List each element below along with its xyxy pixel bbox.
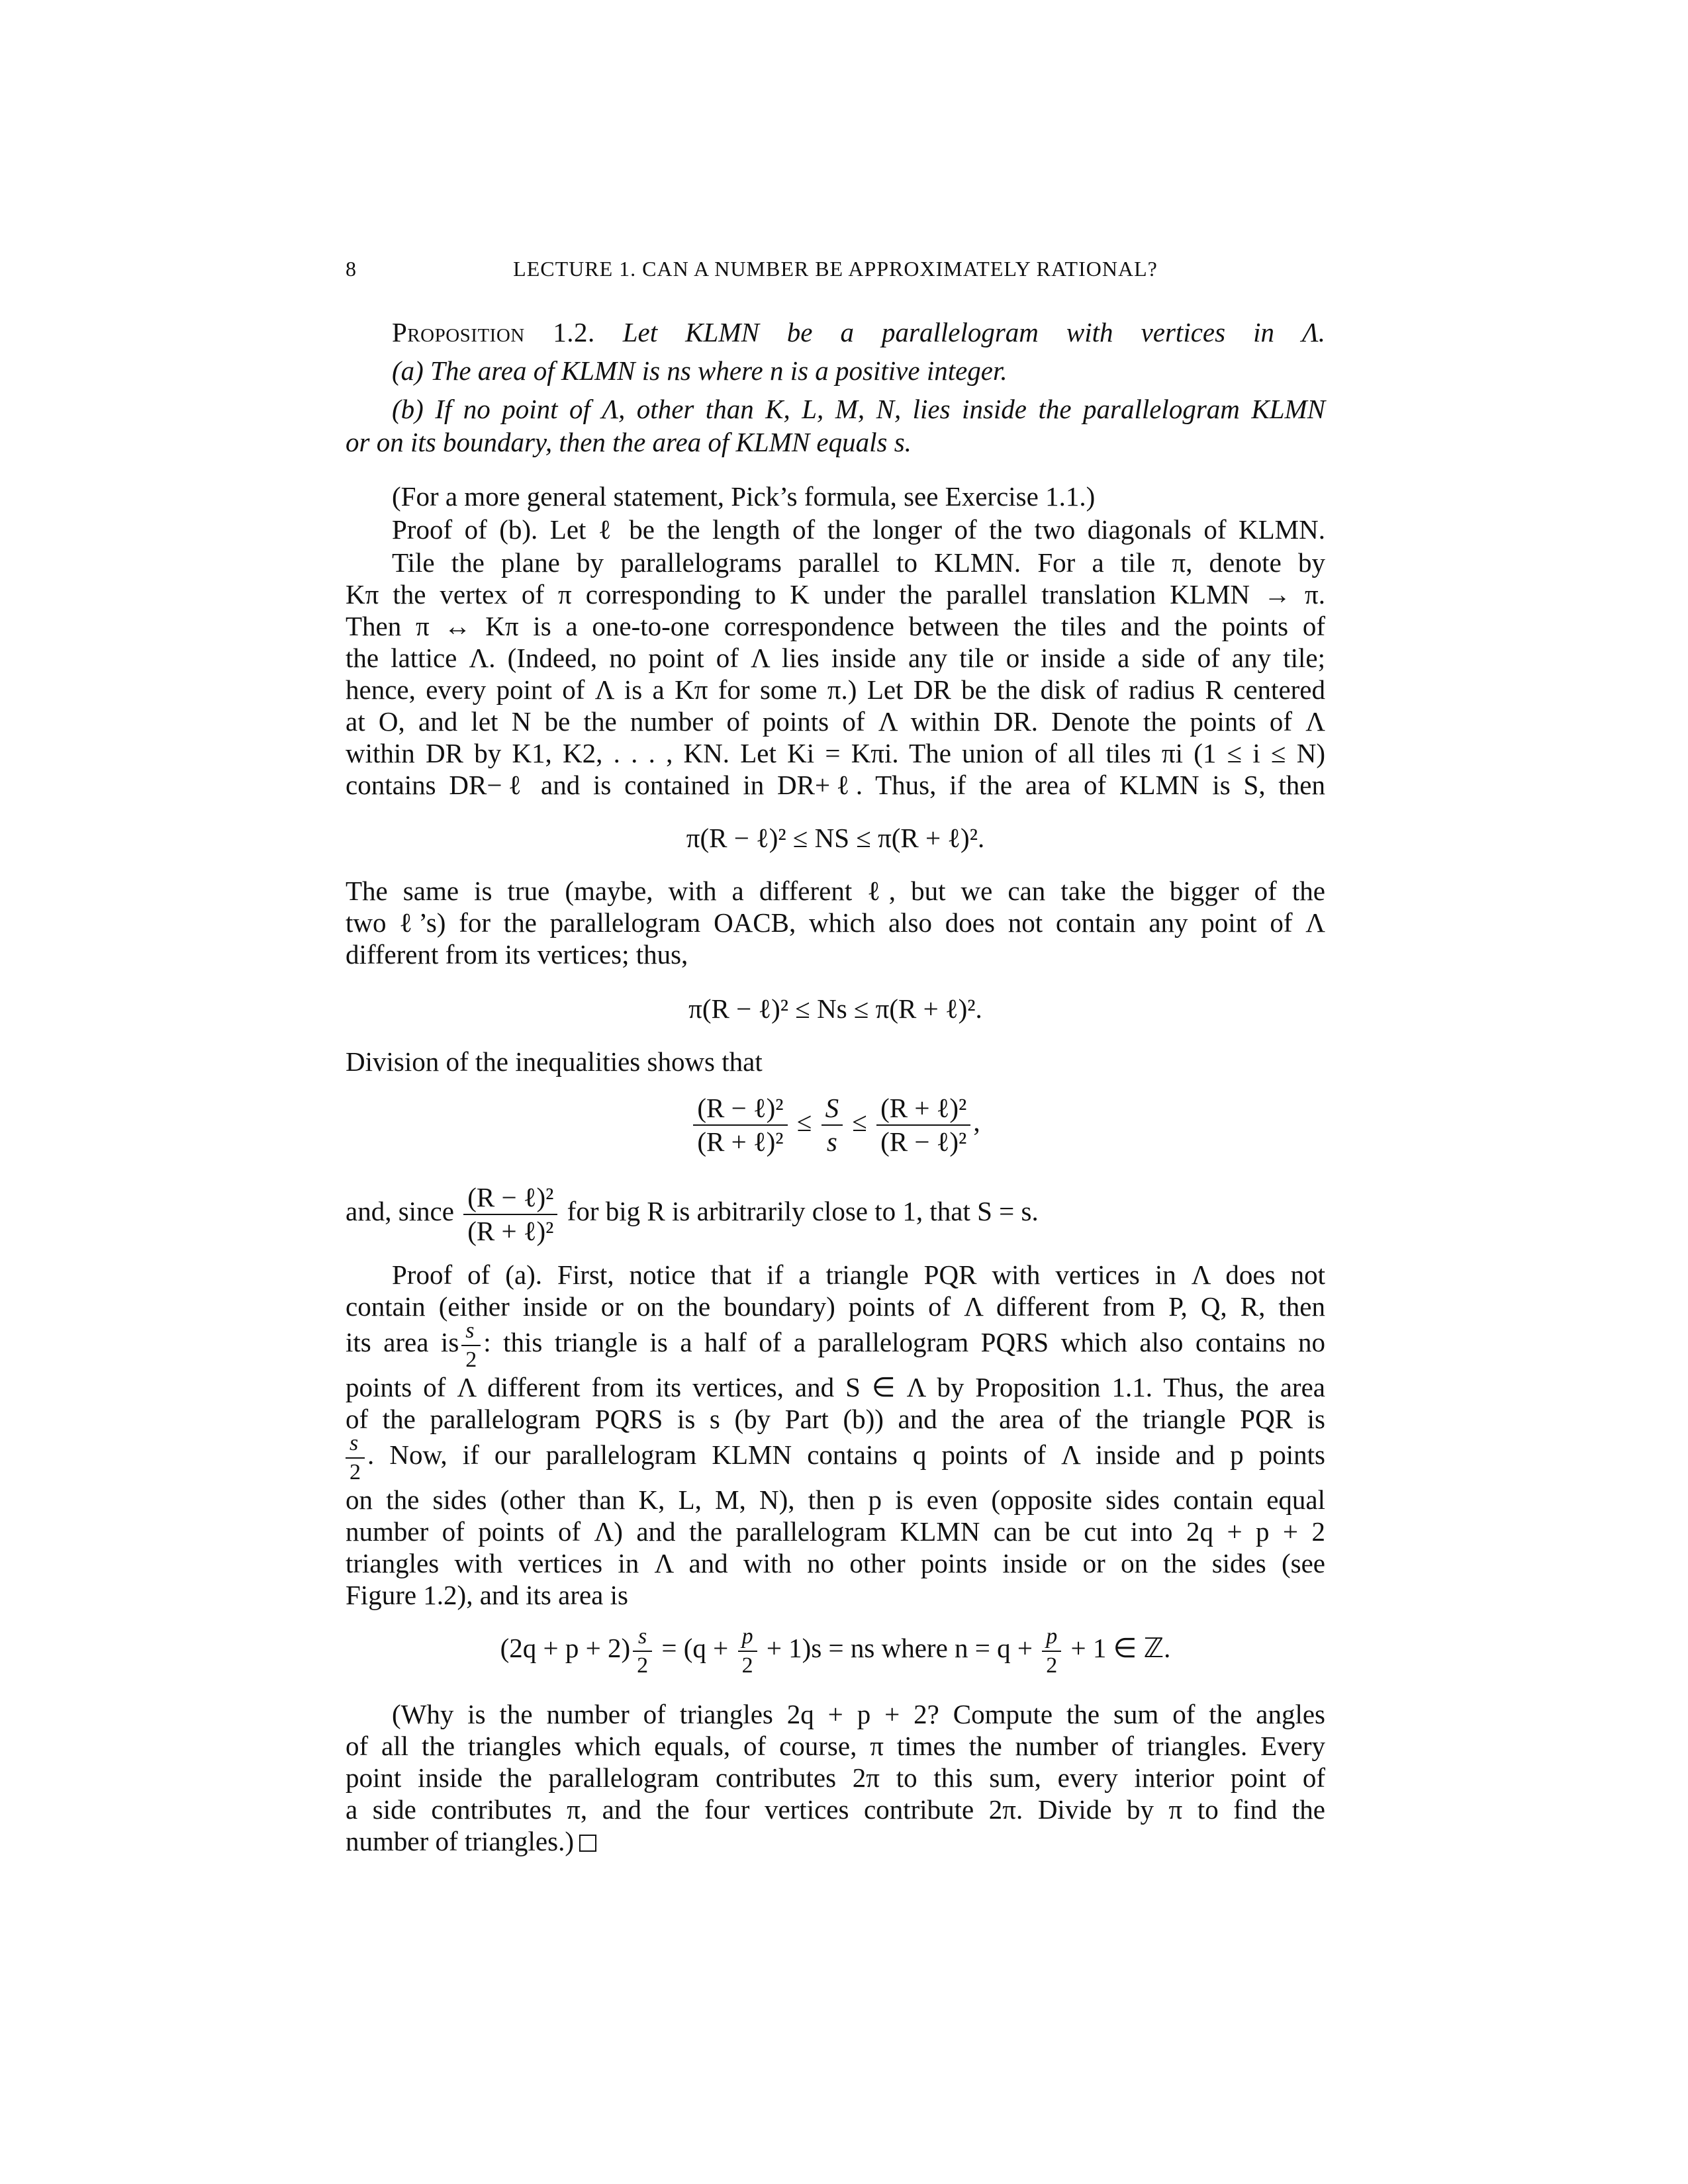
text-line: Proof of (a). First, notice that if a triangle PQR with vertices in Λ does not (392, 1259, 1325, 1290)
text-line: Kπ the vertex of π corresponding to K under the parallel translation KLMN → π. (346, 579, 1325, 610)
text-line-with-fraction: its area is $\frac{s}{2}$ : this triangle is a half of a parallelogram PQRS which also contains no (346, 1318, 1325, 1372)
text-line: Then π ↔ Kπ is a one-to-one correspondence between the tiles and the points of (346, 611, 1325, 641)
running-title: LECTURE 1. CAN A NUMBER BE APPROXIMATELY RATIONAL? (513, 257, 1158, 281)
qed-square-icon (579, 1835, 596, 1852)
text-line: different from its vertices; thus, (346, 939, 688, 970)
last-text-line: number of triangles.) (346, 1825, 1325, 1857)
text-line: of the parallelogram PQRS is s (by Part (b)) and the area of the triangle PQR is (346, 1404, 1325, 1434)
equation-4: (2q + p + 2) $\frac{s}{2}$ = (q + $\frac{p}{2}$ + 1)s = ns where n = q + $\frac{p}{2}$ + 1 ∈ ℤ. (500, 1623, 1171, 1678)
page-number: 8 (346, 257, 357, 281)
text-line: Proof of (b). Let ℓ be the length of the longer of the two diagonals of KLMN. (392, 514, 1325, 545)
text-line: two ℓ’s) for the parallelogram OACB, which also does not contain any point of Λ (346, 907, 1325, 938)
fraction: $\frac{\text{(R − ℓ)²}}{\text{(R + ℓ)²}}$ (693, 1095, 787, 1156)
text-line-with-fraction: $\frac{s}{2}$ . Now, if our parallelogram KLMN contains q points of Λ inside and p points (346, 1431, 1325, 1484)
proposition-part-b-line2: or on its boundary, then the area of KLMN equals s. (346, 427, 912, 457)
text-line: (For a more general statement, Pick’s formula, see Exercise 1.1.) (392, 481, 1096, 512)
equation-2: π(R − ℓ)² ≤ Ns ≤ π(R + ℓ)². (688, 993, 982, 1024)
proposition-statement: Let KLMN be a parallelogram with vertices in Λ. (622, 317, 1325, 347)
text-line: point inside the parallelogram contributes 2π to this sum, every interior point of (346, 1762, 1325, 1793)
proposition-part-a: (a) The area of KLMN is ns where n is a positive integer. (392, 355, 1008, 386)
fraction: $\frac{S}{s}$ (821, 1095, 843, 1156)
text-line: Division of the inequalities shows that (346, 1046, 763, 1077)
text-line: points of Λ different from its vertices, and S ∈ Λ by Proposition 1.1. Thus, the area (346, 1372, 1325, 1402)
text-line: the lattice Λ. (Indeed, no point of Λ lies inside any tile or inside a side of any tile; (346, 643, 1325, 673)
text-line: Figure 1.2), and its area is (346, 1580, 628, 1610)
fraction: $\frac{p}{2}$ (738, 1625, 757, 1677)
fraction: $\frac{p}{2}$ (1042, 1625, 1061, 1677)
text-line: of all the triangles which equals, of course, π times the number of triangles. Every (346, 1731, 1325, 1761)
text-line: triangles with vertices in Λ and with no other points inside or on the sides (see (346, 1548, 1325, 1578)
text-line: within DR by K1, K2, . . . , KN. Let Ki = Kπi. The union of all tiles πi (1 ≤ i ≤ N) (346, 738, 1325, 768)
text-line-with-fraction: and, since $\frac{\text{(R − ℓ)²}}{\text{(R + ℓ)²}}$ for big R is arbitrarily close to 1, that S = s. (346, 1181, 1039, 1246)
text-line: number of points of Λ) and the parallelogram KLMN can be cut into 2q + p + 2 (346, 1516, 1325, 1547)
fraction: $\frac{s}{2}$ (461, 1320, 481, 1371)
text-line: (Why is the number of triangles 2q + p + 2? Compute the sum of the angles (392, 1699, 1325, 1729)
text-line: hence, every point of Λ is a Kπ for some π.) Let DR be the disk of radius R centered (346, 674, 1325, 705)
fraction: $\frac{\text{(R + ℓ)²}}{\text{(R − ℓ)²}}$ (876, 1095, 970, 1156)
fraction: $\frac{s}{2}$ (633, 1625, 652, 1677)
fraction: $\frac{s}{2}$ (346, 1432, 365, 1484)
text-line: at O, and let N be the number of points of Λ within DR. Denote the points of Λ (346, 706, 1325, 737)
fraction: $\frac{\text{(R − ℓ)²}}{\text{(R + ℓ)²}}$ (463, 1184, 557, 1245)
equation-1: π(R − ℓ)² ≤ NS ≤ π(R + ℓ)². (686, 823, 985, 853)
text-line: contain (either inside or on the boundary) points of Λ different from P, Q, R, then (346, 1291, 1325, 1322)
text-line: contains DR−ℓ and is contained in DR+ℓ. Thus, if the area of KLMN is S, then (346, 770, 1325, 800)
proposition-line (346, 316, 1325, 348)
equation-3: $\frac{\text{(R − ℓ)²}}{\text{(R + ℓ)²}}$ ≤ $\frac{S}{s}$ ≤ $\frac{\text{(R + ℓ)²}}{\text{(R − ℓ)²}}$ , (346, 1085, 1325, 1165)
text-line: on the sides (other than K, L, M, N), then p is even (opposite sides contain equal (346, 1484, 1325, 1515)
proposition-label: Proposition 1.2. (392, 317, 595, 347)
text-line: Tile the plane by parallelograms parallel to KLMN. For a tile π, denote by (392, 547, 1325, 578)
text-line: The same is true (maybe, with a different ℓ, but we can take the bigger of the (346, 876, 1325, 906)
text-line: a side contributes π, and the four vertices contribute 2π. Divide by π to find the (346, 1794, 1325, 1825)
proposition-part-b-line1: (b) If no point of Λ, other than K, L, M, N, lies inside the parallelogram KLMN (392, 394, 1325, 424)
page-header (346, 257, 1325, 290)
